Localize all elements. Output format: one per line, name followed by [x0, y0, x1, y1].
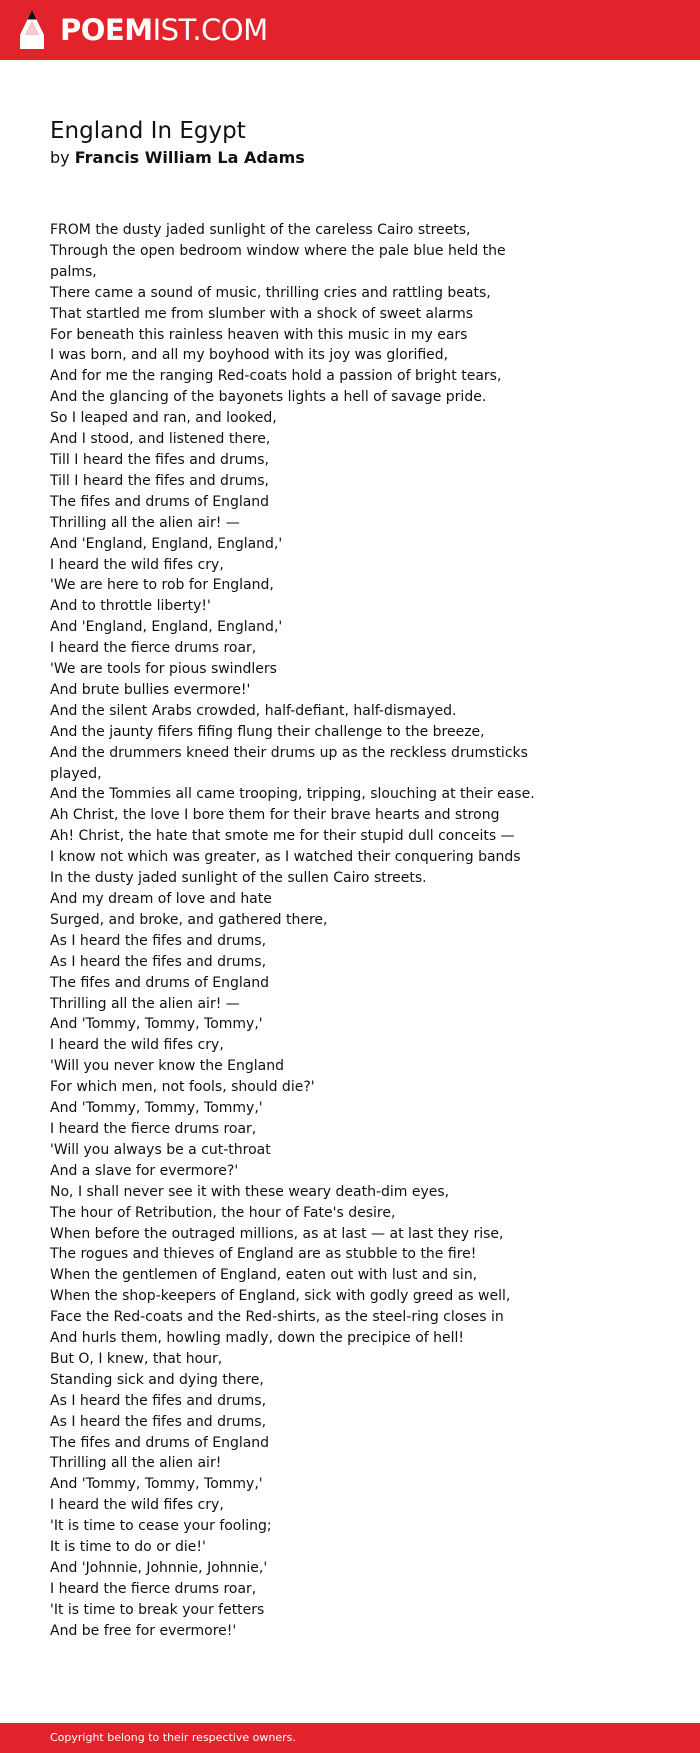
poem-line: And hurls them, howling madly, down the precipice of hell! [50, 1330, 465, 1347]
poem-line: When the gentlemen of England, eaten out with lust and sin, [50, 1267, 478, 1284]
poem-line: And the Tommies all came trooping, tripping, slouching at their ease. [50, 786, 535, 803]
poem-line: And for me the ranging Red-coats hold a passion of bright tears, [50, 368, 502, 385]
poem-title: England In Egypt [50, 118, 246, 144]
poem-line: And the glancing of the bayonets lights a hell of savage pride. [50, 389, 487, 406]
poem-line: And be free for evermore!' [50, 1622, 237, 1639]
poem-line: And the drummers kneed their drums up as the reckless drumsticks played, [50, 744, 528, 782]
poem-line: And 'England, England, England,' [50, 619, 283, 636]
poem-line: 'We are here to rob for England, [50, 577, 274, 594]
poem-line: And 'Tommy, Tommy, Tommy,' [50, 1016, 263, 1033]
poem-line: Thrilling all the alien air! [50, 1455, 222, 1472]
poem-line: And 'Tommy, Tommy, Tommy,' [50, 1476, 263, 1493]
poem-line: I heard the wild fifes cry, [50, 1497, 224, 1514]
poem-line: 'It is time to cease your fooling; [50, 1518, 272, 1535]
poem-line: The fifes and drums of England [50, 493, 270, 510]
poem-line: Till I heard the fifes and drums, [50, 451, 269, 468]
poem-line: Thrilling all the alien air! — [50, 995, 240, 1012]
site-footer [0, 1723, 700, 1753]
poem-line: The fifes and drums of England [50, 1434, 270, 1451]
poem-line: When before the outraged millions, as at last — at last they rise, [50, 1225, 504, 1242]
pencil-logo-icon[interactable] [18, 9, 46, 51]
poem-line: Surged, and broke, and gathered there, [50, 911, 328, 928]
poem-line: 'It is time to break your fetters [50, 1601, 265, 1618]
brand-light-text: IST.COM [152, 13, 268, 47]
brand-bold-text: POEM [60, 13, 153, 47]
poem-line: As I heard the fifes and drums, [50, 1392, 267, 1409]
poem-line: I was born, and all my boyhood with its joy was glorified, [50, 347, 449, 364]
poem-line: And 'England, England, England,' [50, 535, 283, 552]
poem-line: Thrilling all the alien air! — [50, 514, 240, 531]
poem-line: There came a sound of music, thrilling cries and rattling beats, [50, 284, 491, 301]
poem-line: And 'Tommy, Tommy, Tommy,' [50, 1100, 263, 1117]
poem-line: And the silent Arabs crowded, half-defiant, half-dismayed. [50, 702, 457, 719]
poem-line: And to throttle liberty!' [50, 598, 211, 615]
poem-line: The hour of Retribution, the hour of Fate's desire, [50, 1204, 396, 1221]
poem-line: And brute bullies evermore!' [50, 681, 251, 698]
by-label: by [50, 148, 70, 167]
poem-line: Ah Christ, the love I bore them for their brave hearts and strong [50, 807, 500, 824]
poem-line: As I heard the fifes and drums, [50, 932, 267, 949]
poem-line: Ah! Christ, the hate that smote me for their stupid dull conceits — [50, 828, 515, 845]
poem-line: I heard the fierce drums roar, [50, 1580, 257, 1597]
poem-line: The rogues and thieves of England are as stubble to the fire! [50, 1246, 477, 1263]
poem-line: And the jaunty fifers fifing flung their challenge to the breeze, [50, 723, 485, 740]
poem-line: As I heard the fifes and drums, [50, 1413, 267, 1430]
poem-line: But O, I knew, that hour, [50, 1350, 223, 1367]
poem-line: Through the open bedroom window where the pale blue held the palms, [50, 242, 506, 280]
poem-line: 'We are tools for pious swindlers [50, 661, 277, 678]
poem-byline [50, 148, 305, 168]
poem-line: As I heard the fifes and drums, [50, 953, 267, 970]
copyright-text: Copyright belong to their respective owners. [50, 1731, 296, 1744]
poem-line: So I leaped and ran, and looked, [50, 410, 277, 427]
poem-line: And a slave for evermore?' [50, 1162, 239, 1179]
site-brand[interactable] [60, 13, 268, 47]
poem-author: Francis William La Adams [74, 148, 305, 167]
poem-line: That startled me from slumber with a shock of sweet alarms [50, 305, 474, 322]
poem-line: 'Will you always be a cut-throat [50, 1141, 271, 1158]
poem-line: In the dusty jaded sunlight of the sullen Cairo streets. [50, 870, 427, 887]
site-header [0, 0, 700, 60]
poem-line: And my dream of love and hate [50, 891, 272, 907]
poem-line: For beneath this rainless heaven with this music in my ears [50, 326, 468, 343]
poem-line: FROM the dusty jaded sunlight of the careless Cairo streets, [50, 222, 471, 238]
poem-line: For which men, not fools, should die?' [50, 1079, 315, 1096]
poem-line: Face the Red-coats and the Red-shirts, as the steel-ring closes in [50, 1309, 504, 1326]
poem-line: I heard the wild fifes cry, [50, 556, 224, 573]
poem-line: No, I shall never see it with these weary death-dim eyes, [50, 1183, 450, 1200]
poem-line: Till I heard the fifes and drums, [50, 472, 269, 489]
poem-line: The fifes and drums of England [50, 974, 270, 991]
poem-line: I know not which was greater, as I watched their conquering bands [50, 849, 521, 866]
poem-line: I heard the fierce drums roar, [50, 640, 257, 657]
poem-line: And 'Johnnie, Johnnie, Johnnie,' [50, 1560, 268, 1576]
poem-body [50, 220, 540, 1642]
poem-line: I heard the fierce drums roar, [50, 1120, 257, 1137]
poem-line: And I stood, and listened there, [50, 431, 271, 448]
poem-line: It is time to do or die!' [50, 1539, 206, 1556]
poem-line: When the shop-keepers of England, sick with godly greed as well, [50, 1288, 511, 1305]
poem-line: I heard the wild fifes cry, [50, 1037, 224, 1054]
poem-line: 'Will you never know the England [50, 1058, 284, 1075]
poem-line: Standing sick and dying there, [50, 1371, 264, 1388]
